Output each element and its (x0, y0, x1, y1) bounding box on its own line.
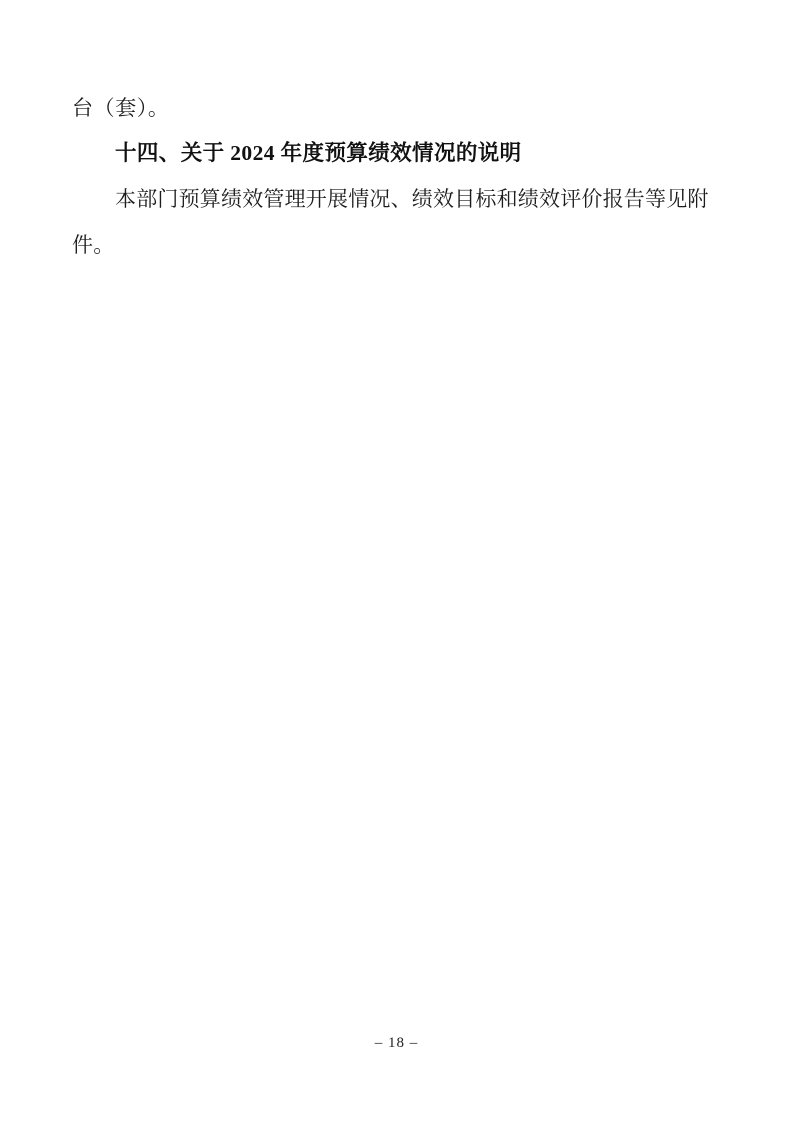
section-heading: 十四、关于 2024 年度预算绩效情况的说明 (115, 141, 522, 165)
paragraph-line-1: 本部门预算绩效管理开展情况、绩效目标和绩效评价报告等见附 (115, 187, 709, 211)
page-number-footer: – 18 – (374, 1035, 419, 1051)
page-content (72, 86, 722, 268)
continued-text-line: 台（套）。 (72, 96, 170, 120)
paragraph-line-2: 件。 (72, 233, 115, 257)
